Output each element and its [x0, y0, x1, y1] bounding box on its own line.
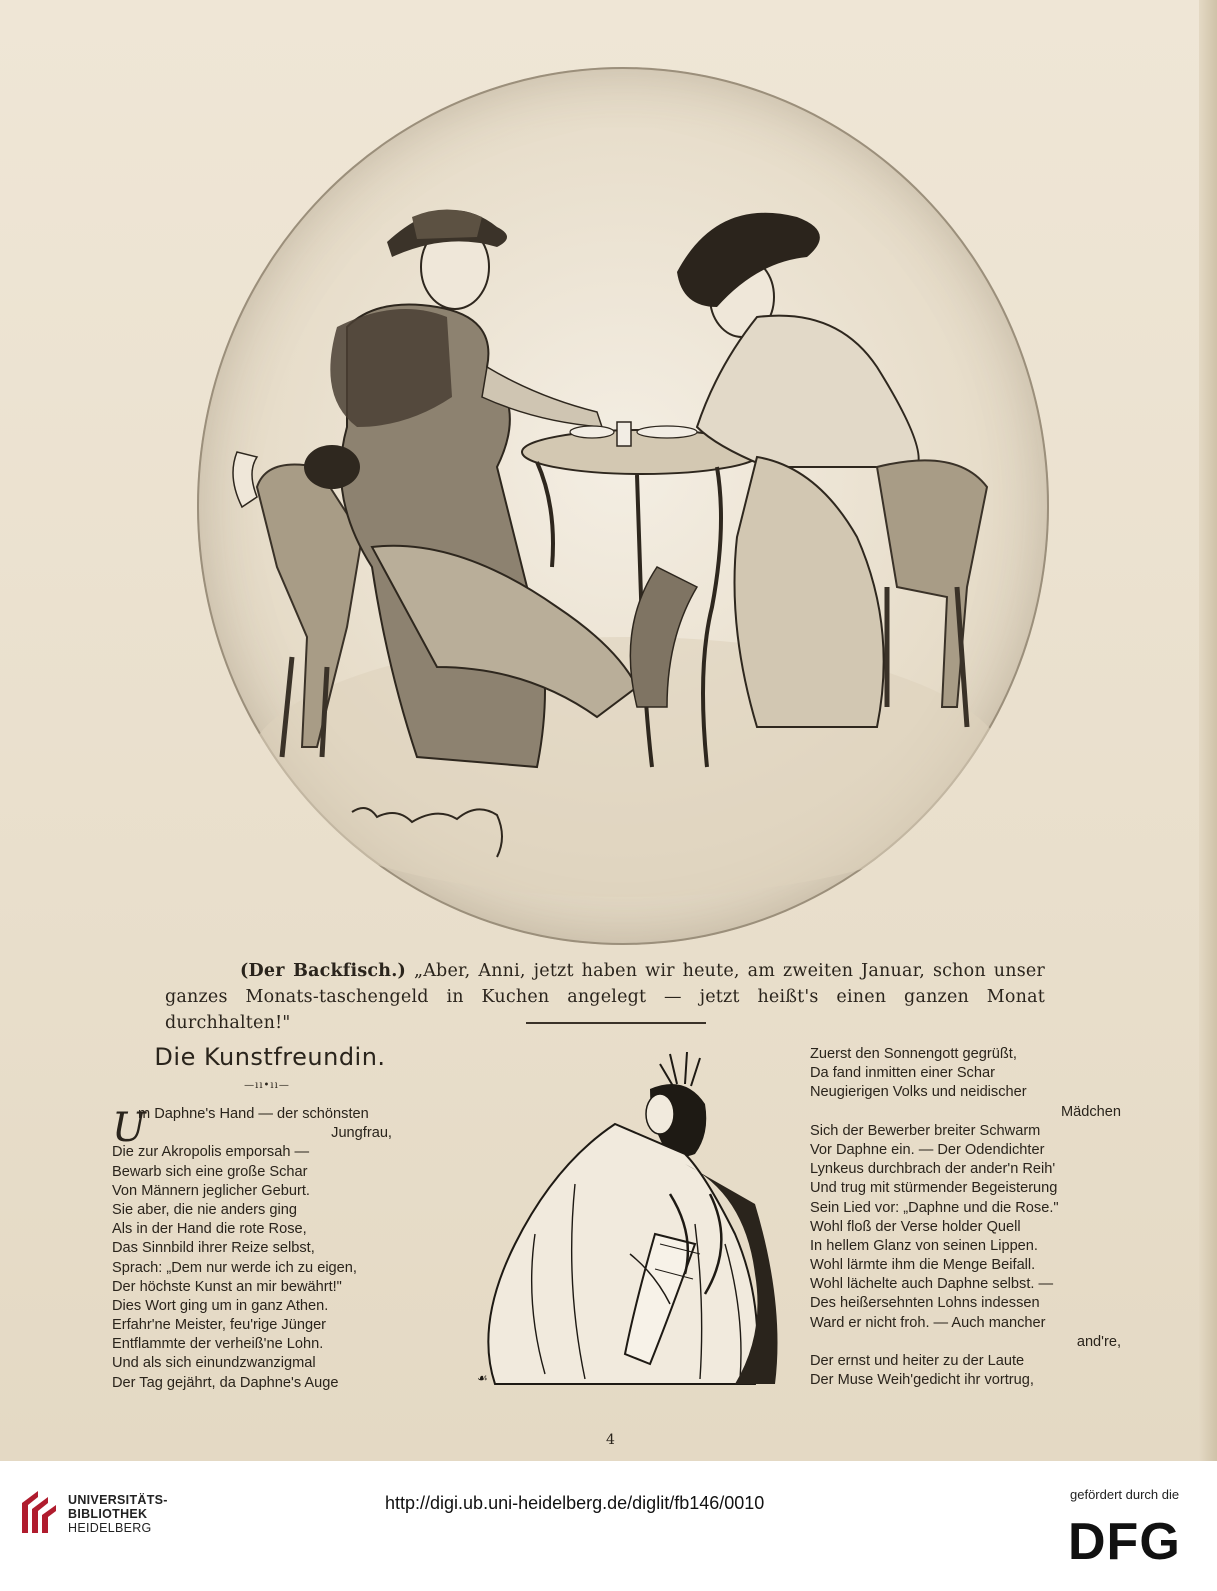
institution-line: BIBLIOTHEK: [68, 1507, 148, 1521]
illustration-two-women-at-cafe-table: [197, 67, 1049, 945]
institution-line: UNIVERSITÄTS-: [68, 1493, 168, 1507]
poem-line: Bewarb sich eine große Schar: [112, 1163, 308, 1180]
poem-line: Zuerst den Sonnengott gegrüßt,: [810, 1046, 1017, 1062]
poem-right-column: [810, 1045, 1121, 1390]
poem-line: Sich der Bewerber breiter Schwarm: [810, 1122, 1041, 1139]
poem-line: Mädchen: [1060, 1103, 1121, 1120]
caption-lead: (Der Backfisch.): [240, 961, 406, 981]
poem-line: Lynkeus durchbrach der ander'n Reih': [810, 1161, 1056, 1178]
funding-note: gefördert durch die: [1070, 1487, 1180, 1502]
title-ornament: —ıı•ıı—: [244, 1080, 290, 1091]
illustration-drawing: [197, 67, 1049, 945]
caption-text: „Aber, Anni, jetzt haben wir heute, am zweiten Januar, schon unser ganzes Monats-taschengeld in Kuchen angelegt — jetzt heißt's einen ganzen Monat durchhalten!": [165, 961, 1045, 1033]
poem-line: Entflammte der verheiß'ne Lohn.: [112, 1336, 324, 1353]
poem-line: Sein Lied vor: „Daphne und die Rose.": [810, 1199, 1059, 1216]
poem-line: Der höchste Kunst an mir bewährt!": [112, 1278, 342, 1295]
poem-line: Als in der Hand die rote Rose,: [112, 1221, 307, 1238]
page-number: 4: [606, 1432, 615, 1448]
poem-line: Wohl lärmte ihm die Menge Beifall.: [810, 1257, 1036, 1274]
poem-line: Des heißersehnten Lohns indessen: [810, 1295, 1040, 1312]
poem-line: Wohl lächelte auch Daphne selbst. —: [810, 1276, 1054, 1293]
university-library-name[interactable]: [68, 1493, 168, 1535]
poem-line: Jungfrau,: [331, 1125, 392, 1142]
poem-line: m Daphne's Hand — der schönsten: [138, 1106, 369, 1122]
poem-line: Ward er nicht froh. — Auch mancher: [810, 1314, 1046, 1331]
drop-cap: U: [112, 1105, 146, 1151]
viewer-footer: [0, 1461, 1217, 1591]
institution-line: HEIDELBERG: [68, 1521, 152, 1535]
poem-line: Die zur Akropolis emporsah —: [112, 1144, 310, 1161]
svg-text:☙: ☙: [477, 1371, 488, 1385]
divider-rule: [526, 1022, 706, 1024]
poem-line: Neugierigen Volks und neidischer: [810, 1084, 1027, 1101]
university-library-logo-icon[interactable]: [16, 1483, 60, 1537]
poem-line: Wohl floß der Verse holder Quell: [810, 1218, 1021, 1235]
poem-line: Sie aber, die nie anders ging: [112, 1201, 297, 1218]
poem-line: Sprach: „Dem nur werde ich zu eigen,: [112, 1259, 357, 1276]
poem-line: Von Männern jeglicher Geburt.: [112, 1182, 310, 1199]
poem-line: Das Sinnbild ihrer Reize selbst,: [112, 1240, 315, 1257]
poem-line: Der Tag gejährt, da Daphne's Auge: [112, 1374, 339, 1391]
poem-line: Erfahr'ne Meister, feu'rige Jünger: [112, 1317, 327, 1334]
poem-line: Dies Wort ging um in ganz Athen.: [112, 1297, 329, 1314]
muse-with-lyre-vignette: [455, 1044, 785, 1399]
poem-line: and're,: [1076, 1333, 1121, 1350]
poem-line: Der ernst und heiter zu der Laute: [810, 1353, 1025, 1369]
illustration-caption: [165, 958, 1045, 1036]
poem-line: Und als sich einundzwanzigmal: [112, 1355, 316, 1372]
page-edge: [1199, 0, 1217, 1461]
poem-line: Der Muse Weih'gedicht ihr vortrug,: [810, 1372, 1034, 1389]
poem-line: Da fand inmitten einer Schar: [810, 1065, 995, 1082]
dfg-logo[interactable]: DFG: [1068, 1513, 1181, 1571]
poem-line: In hellem Glanz von seinen Lippen.: [810, 1237, 1038, 1254]
poem-line: Vor Daphne ein. — Der Odendichter: [810, 1141, 1045, 1158]
poem-title: Die Kunstfreundin.: [154, 1043, 386, 1071]
poem-left-column: [112, 1105, 392, 1393]
permalink-url[interactable]: http://digi.ub.uni-heidelberg.de/diglit/fb146/0010: [385, 1493, 765, 1513]
poem-line: Und trug mit stürmender Begeisterung: [810, 1180, 1058, 1197]
